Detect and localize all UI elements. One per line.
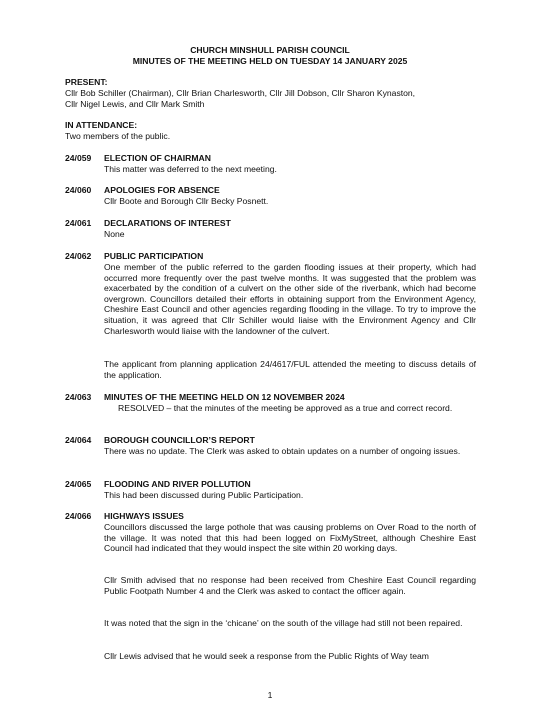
item-paragraph: Cllr Smith advised that no response had been received from Cheshire East Council regarding Public Footpath Number 4 and the Clerk was asked to contact the officer again. <box>104 575 476 596</box>
present-heading: PRESENT: <box>65 77 108 87</box>
item-paragraph: The applicant from planning application 24/4617/FUL attended the meeting to discuss details of the application. <box>104 359 476 380</box>
item-number: 24/062 <box>65 251 92 261</box>
item-title: FLOODING AND RIVER POLLUTION <box>104 479 251 489</box>
council-title: CHURCH MINSHULL PARISH COUNCIL <box>190 45 350 55</box>
resolution-text: RESOLVED – that the minutes of the meeting be approved as a true and correct record. <box>118 403 453 413</box>
item-paragraph: Councillors discussed the large pothole that was causing problems on Over Road to the north of the village. It was noted that this had been logged on FixMyStreet, although Cheshire East Council had indicated that they would inspect the site within 20 working days. <box>104 522 476 554</box>
item-title: DECLARATIONS OF INTEREST <box>104 218 231 228</box>
item-title: ELECTION OF CHAIRMAN <box>104 153 211 163</box>
item-number: 24/065 <box>65 479 92 489</box>
item-paragraph: It was noted that the sign in the ‘chicane’ on the south of the village had still not been repaired. <box>104 618 463 628</box>
item-title: HIGHWAYS ISSUES <box>104 511 184 521</box>
minutes-title: MINUTES OF THE MEETING HELD ON TUESDAY 14 JANUARY 2025 <box>132 56 408 66</box>
item-paragraph: One member of the public referred to the garden flooding issues at their property, which had occurred more frequently over the past twelve months. It was suggested that the problem was exacerbated by the condition of a culvert on the other side of the riverbank, which had become overgrown. Councillors detailed their efforts in obtaining support from the Environment Agency, Cheshire East Council and other agencies regarding flooding in the village. To try to improve the situation, it was agreed that Cllr Schiller would liaise with the Environment Agency and Cllr Charlesworth would liaise with the landowner of the culvert. <box>104 262 476 336</box>
page-number: 1 <box>267 690 273 700</box>
item-number: 24/066 <box>65 511 92 521</box>
present-line-1: Cllr Bob Schiller (Chairman), Cllr Brian Charlesworth, Cllr Jill Dobson, Cllr Sharon Kynaston, <box>65 88 416 98</box>
item-number: 24/064 <box>65 435 92 445</box>
item-title: MINUTES OF THE MEETING HELD ON 12 NOVEMBER 2024 <box>104 392 345 402</box>
item-text: Cllr Boote and Borough Cllr Becky Posnett. <box>104 196 269 206</box>
attendance-heading: IN ATTENDANCE: <box>65 120 138 130</box>
present-line-2: Cllr Nigel Lewis, and Cllr Mark Smith <box>65 99 205 109</box>
item-number: 24/063 <box>65 392 92 402</box>
item-number: 24/059 <box>65 153 92 163</box>
item-number: 24/061 <box>65 218 92 228</box>
item-text: This had been discussed during Public Participation. <box>104 490 304 500</box>
item-text: There was no update. The Clerk was asked to obtain updates on a number of ongoing issues. <box>104 446 461 456</box>
item-paragraph: Cllr Lewis advised that he would seek a response from the Public Rights of Way team <box>104 651 429 661</box>
item-number: 24/060 <box>65 185 92 195</box>
item-text: None <box>104 229 125 239</box>
attendance-text: Two members of the public. <box>65 131 171 141</box>
item-title: APOLOGIES FOR ABSENCE <box>104 185 220 195</box>
item-text: This matter was deferred to the next meeting. <box>104 164 277 174</box>
item-title: PUBLIC PARTICIPATION <box>104 251 204 261</box>
item-title: BOROUGH COUNCILLOR’S REPORT <box>104 435 255 445</box>
